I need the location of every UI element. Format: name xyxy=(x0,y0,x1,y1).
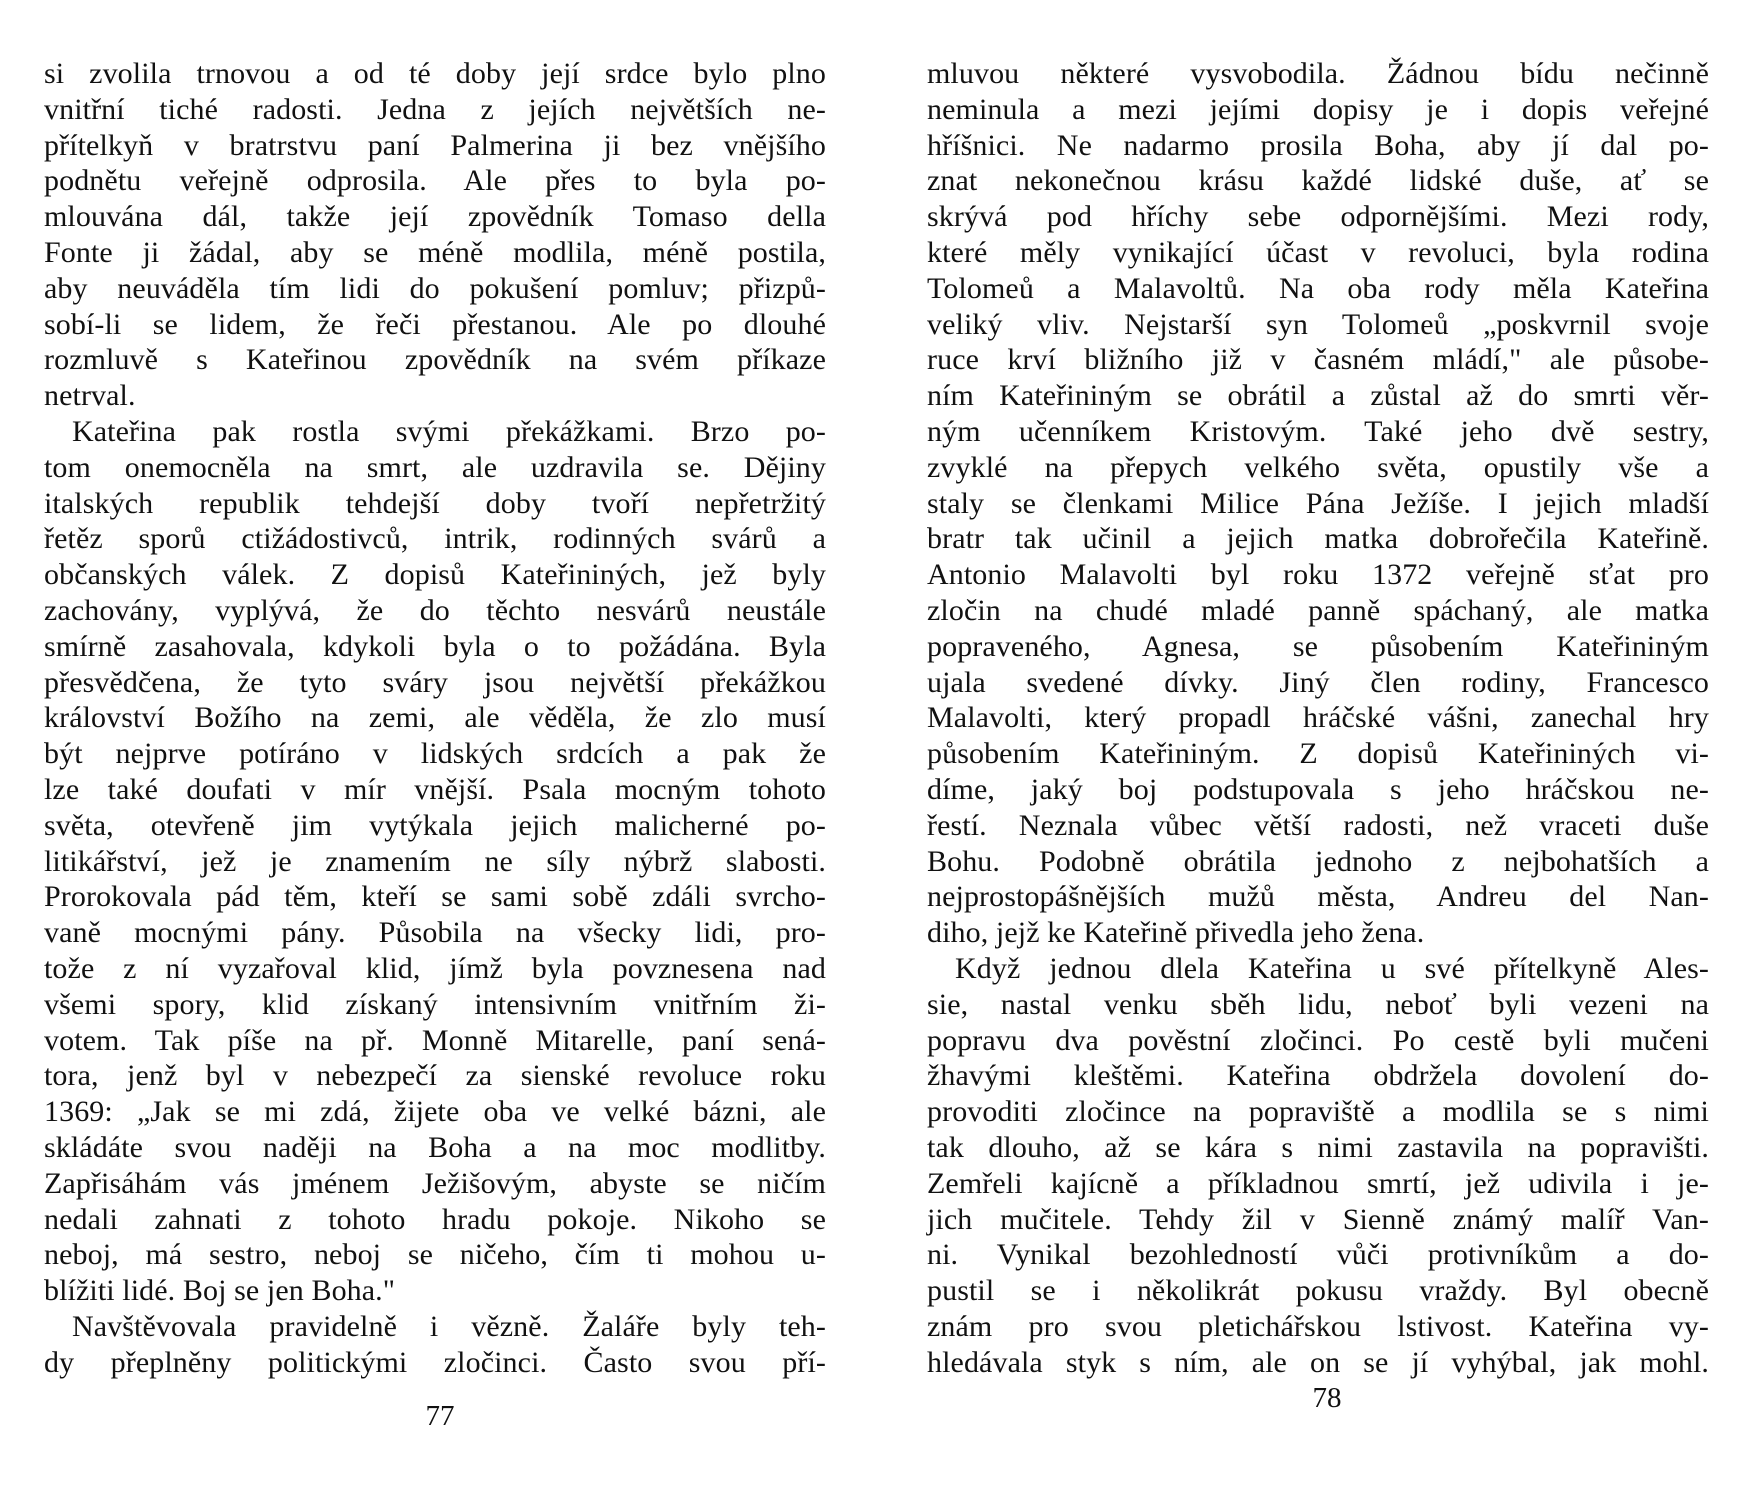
text-line: tora, jenž byl v nebezpečí za sienské revoluce roku xyxy=(44,1059,826,1093)
text-line: ujala svedené dívky. Jiný člen rodiny, Francesco xyxy=(927,665,1709,699)
text-line: nejprostopášnějších mužů města, Andreu del Nan- xyxy=(927,880,1709,914)
text-line: mluvou některé vysvobodila. Žádnou bídu nečinně xyxy=(927,57,1709,90)
text-line: popravu dva pověstní zločinci. Po cestě byli mučeni xyxy=(927,1023,1709,1057)
text-line: podnětu veřejně odprosila. Ale přes to byla po- xyxy=(44,164,826,198)
text-line: tože z ní vyzařoval klid, jímž byla povznesena nad xyxy=(44,951,826,985)
text-line: dy přeplněny politickými zločinci. Často svou pří- xyxy=(44,1345,826,1379)
text-line: votem. Tak píše na př. Monně Mitarelle, paní sená- xyxy=(44,1023,826,1057)
text-line: zvyklé na přepych velkého světa, opustily vše a xyxy=(927,450,1709,484)
text-line: smírně zasahovala, kdykoli byla o to požádána. Byla xyxy=(44,629,826,663)
text-line: sie, nastal venku sběh lidu, neboť byli vezeni na xyxy=(927,987,1709,1021)
text-line: netrval. xyxy=(44,379,136,413)
text-line: Když jednou dlela Kateřina u své přítelkyně Ales- xyxy=(955,951,1709,985)
text-line: řetěz sporů ctižádostivců, intrik, rodinných svárů a xyxy=(44,522,826,556)
text-line: veliký vliv. Nejstarší syn Tolomeů „poskvrnil svoje xyxy=(927,307,1709,341)
text-line: bratr tak učinil a jejich matka dobrořečila Kateřině. xyxy=(927,522,1709,556)
text-line: popraveného, Agnesa, se působením Kateřininým xyxy=(927,629,1709,663)
text-line: vaně mocnými pány. Působila na všecky lidi, pro- xyxy=(44,916,826,950)
text-line: lze také doufati v mír vnější. Psala mocným tohoto xyxy=(44,772,826,806)
text-line: Navštěvovala pravidelně i vězně. Žaláře byly teh- xyxy=(72,1309,826,1343)
text-line: Fonte ji žádal, aby se méně modlila, méně postila, xyxy=(44,235,826,269)
text-line: které měly vynikající účast v revoluci, byla rodina xyxy=(927,235,1709,269)
text-line: občanských válek. Z dopisů Kateřininých, jež byly xyxy=(44,558,826,592)
text-line: znat nekonečnou krásu každé lidské duše, ať se xyxy=(927,164,1709,198)
text-line: být nejprve potíráno v lidských srdcích a pak že xyxy=(44,737,826,771)
text-line: neminula a mezi jejími dopisy je i dopis veřejné xyxy=(927,92,1709,126)
text-line: Bohu. Podobně obrátila jednoho z nejbohatších a xyxy=(927,844,1709,878)
text-line: ruce krví bližního již v časném mládí," ale působe- xyxy=(927,343,1709,377)
text-line: rozmluvě s Kateřinou zpovědník na svém příkaze xyxy=(44,343,826,377)
text-line: ným učenníkem Kristovým. Také jeho dvě sestry, xyxy=(927,414,1709,448)
page-number-right: 78 xyxy=(1312,1382,1342,1414)
right-page xyxy=(873,0,1746,1500)
text-line: Prorokovala pád těm, kteří se sami sobě zdáli svrcho- xyxy=(44,880,826,914)
text-line: litikářství, jež je znamením ne síly nýbrž slabosti. xyxy=(44,844,826,878)
text-line: znám pro svou pletichářskou lstivost. Kateřina vy- xyxy=(927,1309,1709,1343)
text-line: tak dlouho, až se kára s nimi zastavila na popravišti. xyxy=(927,1130,1709,1164)
right-page-text xyxy=(927,56,1709,1380)
text-line: Zapřisáhám vás jménem Ježišovým, abyste se ničím xyxy=(44,1166,826,1200)
text-line: staly se členkami Milice Pána Ježíše. I jejich mladší xyxy=(927,486,1709,520)
text-line: království Božího na zemi, ale věděla, že zlo musí xyxy=(44,701,826,735)
text-line: tom onemocněla na smrt, ale uzdravila se. Dějiny xyxy=(44,450,826,484)
text-line: vnitřní tiché radosti. Jedna z jejích největších ne- xyxy=(44,92,826,126)
text-line: si zvolila trnovou a od té doby její srdce bylo plno xyxy=(44,57,826,90)
text-line: provoditi zločince na popraviště a modlila se s nimi xyxy=(927,1095,1709,1129)
text-line: Kateřina pak rostla svými překážkami. Brzo po- xyxy=(72,414,826,448)
left-page-text xyxy=(44,56,826,1380)
text-line: Zemřeli kajícně a příkladnou smrtí, jež udivila i je- xyxy=(927,1166,1709,1200)
text-line: aby neuváděla tím lidi do pokušení pomluv; přizpů- xyxy=(44,271,826,305)
text-line: Tolomeů a Malavoltů. Na oba rody měla Kateřina xyxy=(927,271,1709,305)
text-line: světa, otevřeně jim vytýkala jejich malicherné po- xyxy=(44,808,826,842)
text-line: ním Kateřininým se obrátil a zůstal až do smrti věr- xyxy=(927,379,1709,413)
text-line: neboj, má sestro, neboj se ničeho, čím ti mohou u- xyxy=(44,1238,826,1272)
text-line: skrývá pod hříchy sebe odpornějšími. Mezi rody, xyxy=(927,200,1709,234)
text-line: 1369: „Jak se mi zdá, žijete oba ve velké bázni, ale xyxy=(44,1095,826,1129)
text-line: skládáte svou naději na Boha a na moc modlitby. xyxy=(44,1130,826,1164)
text-line: diho, jejž ke Kateřině přivedla jeho žena. xyxy=(927,916,1425,950)
text-line: jich mučitele. Tehdy žil v Sienně známý malíř Van- xyxy=(927,1202,1709,1236)
text-line: blížiti lidé. Boj se jen Boha." xyxy=(44,1274,396,1308)
text-line: přesvědčena, že tyto sváry jsou největší překážkou xyxy=(44,665,826,699)
text-line: žhavými kleštěmi. Kateřina obdržela dovolení do- xyxy=(927,1059,1709,1093)
text-line: působením Kateřininým. Z dopisů Kateřininých vi- xyxy=(927,737,1709,771)
text-line: mlouvána dál, takže její zpovědník Tomaso della xyxy=(44,200,826,234)
text-line: všemi spory, klid získaný intensivním vnitřním ži- xyxy=(44,987,826,1021)
text-line: hledávala styk s ním, ale on se jí vyhýbal, jak mohl. xyxy=(927,1345,1709,1379)
text-line: Malavolti, který propadl hráčské vášni, zanechal hry xyxy=(927,701,1709,735)
text-line: pustil se i několikrát pokusu vraždy. Byl obecně xyxy=(927,1274,1709,1308)
text-line: sobí-li se lidem, že řeči přestanou. Ale po dlouhé xyxy=(44,307,826,341)
text-line: díme, jaký boj podstupovala s jeho hráčskou ne- xyxy=(927,772,1709,806)
text-line: zločin na chudé mladé panně spáchaný, ale matka xyxy=(927,593,1709,627)
text-line: Antonio Malavolti byl roku 1372 veřejně sťat pro xyxy=(927,558,1709,592)
page-number-left: 77 xyxy=(425,1400,455,1432)
text-line: přítelkyň v bratrstvu paní Palmerina ji bez vnějšího xyxy=(44,128,826,162)
text-line: hříšnici. Ne nadarmo prosila Boha, aby jí dal po- xyxy=(927,128,1709,162)
text-line: nedali zahnati z tohoto hradu pokoje. Nikoho se xyxy=(44,1202,826,1236)
text-line: zachovány, vyplývá, že do těchto nesvárů neustále xyxy=(44,593,826,627)
text-line: řestí. Neznala vůbec větší radosti, než vraceti duše xyxy=(927,808,1709,842)
text-line: ni. Vynikal bezohledností vůči protivníkům a do- xyxy=(927,1238,1709,1272)
text-line: italských republik tehdejší doby tvoří nepřetržitý xyxy=(44,486,826,520)
